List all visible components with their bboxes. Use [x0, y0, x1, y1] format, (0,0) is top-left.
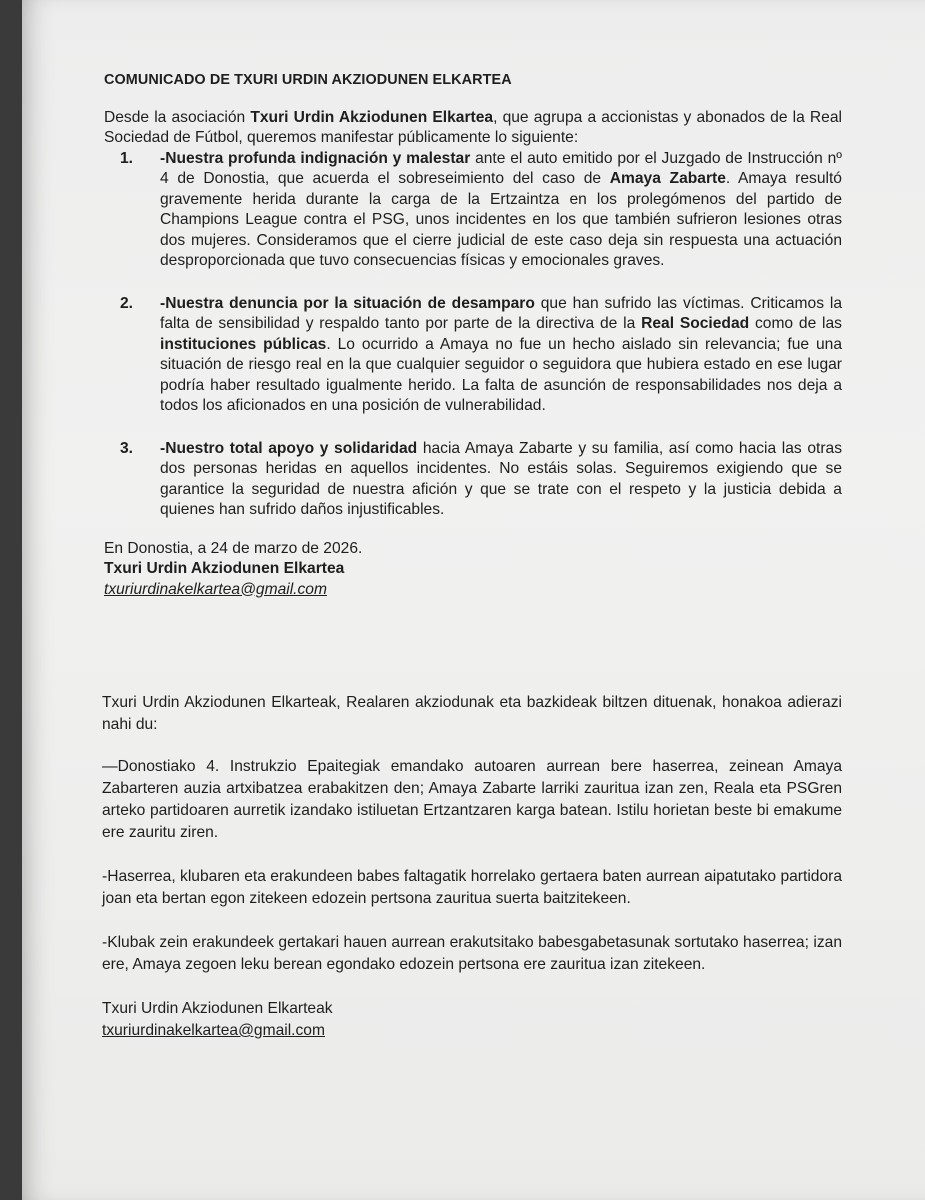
point-bold-name: Real Sociedad	[641, 315, 750, 332]
signature-email[interactable]: txuriurdinakelkartea@gmail.com	[104, 580, 327, 598]
point-1	[102, 149, 842, 272]
intro-text-1: Desde la asociación	[104, 108, 251, 126]
basque-paragraph-3: -Klubak zein erakundeek gertakari hauen aurrean erakutsitako babesgabetasunak sortutako haserrea; izan ere, Amaya zegoen leku berean egondako edozein pertsona ere zauritua izan zitekeen.	[102, 934, 842, 973]
point-3	[102, 439, 842, 521]
signature-block	[104, 539, 842, 601]
document-page	[22, 0, 925, 1200]
basque-signature-block	[102, 998, 842, 1042]
point-text-segment: hacia Amaya Zabarte y su familia, así como hacia las otras dos personas heridas en aquellos incidentes. No estáis solas. Seguiremos exigiendo que se garantice la seguridad de nuestra afición y que se trate con el respeto y la justicia debida a quienes han sufrido daños injustificables.	[160, 439, 842, 518]
basque-paragraph-1: —Donostiako 4. Instrukzio Epaitegiak emandako autoaren aurrean bere haserrea, zeinean Amaya Zabarteren auzia artxibatzea erabakitzen den; Amaya Zabarte larriki zauritua izan zen, Reala eta PSGren arteko partidoaren aurretik izandako istiluetan Ertzantzaren karga batean. Istilu horietan beste bi emakume ere zauritu ziren.	[102, 758, 842, 841]
point-text	[160, 149, 842, 272]
point-text	[160, 294, 842, 417]
intro-paragraph	[104, 108, 842, 149]
point-text-segment: ante el auto emitido por el Juzgado de Instrucción nº 4 de Donostia, que acuerda el sobreseimiento del caso de	[160, 149, 842, 187]
point-heading: -Nuestra denuncia por la situación de desamparo	[160, 294, 535, 312]
points-list	[102, 149, 842, 521]
basque-signature-org: Txuri Urdin Akziodunen Elkarteak	[102, 1000, 333, 1017]
point-2	[102, 294, 842, 417]
point-bold-name: Amaya Zabarte	[609, 170, 726, 187]
basque-signature-email[interactable]: txuriurdinakelkartea@gmail.com	[102, 1022, 325, 1039]
point-number: 2.	[120, 294, 134, 312]
point-text-segment: que han sufrido las víctimas. Criticamos la falta de sensibilidad y respaldo tanto por parte de la directiva de la	[160, 294, 842, 332]
document-body	[102, 70, 842, 1042]
point-number: 3.	[120, 439, 134, 457]
basque-intro: Txuri Urdin Akziodunen Elkarteak, Realaren akziodunak eta bazkideak biltzen dituenak, honakoa adierazi nahi du:	[102, 694, 842, 733]
signature-org: Txuri Urdin Akziodunen Elkartea	[104, 560, 345, 577]
point-text-segment: . Lo ocurrido a Amaya no fue un hecho aislado sin relevancia; fue una situación de riesgo real en la que cualquier seguidor o seguidora que hubiera estado en ese lugar podría haber resultado igualmente herido. La falta de asunción de responsabilidades nos deja a todos los aficionados en una posición de vulnerabilidad.	[160, 335, 842, 414]
document-title: COMUNICADO DE TXURI URDIN AKZIODUNEN ELKARTEA	[104, 72, 512, 88]
point-number: 1.	[120, 149, 134, 167]
point-heading: -Nuestra profunda indignación y malestar	[160, 149, 471, 167]
point-text-segment: . Amaya resultó gravemente herida durante la carga de la Ertzaintza en los prolegómenos del partido de Champions League contra el PSG, unos incidentes en los que también sufrieron lesiones otras dos mujeres. Consideramos que el cierre judicial de este caso deja sin respuesta una actuación desproporcionada que tuvo consecuencias físicas y emocionales graves.	[160, 170, 842, 269]
point-text-segment: como de las	[749, 315, 842, 332]
point-bold-name: instituciones públicas	[160, 335, 327, 353]
intro-text-2: , que agrupa a accionistas y abonados de la Real Sociedad de Fútbol, queremos manifestar públicamente lo siguiente:	[104, 108, 842, 146]
basque-section	[102, 692, 842, 1042]
place-date: En Donostia, a 24 de marzo de 2026.	[104, 539, 363, 557]
intro-org-name: Txuri Urdin Akziodunen Elkartea	[250, 108, 494, 126]
point-heading: -Nuestro total apoyo y solidaridad	[160, 439, 418, 457]
point-text	[160, 439, 842, 521]
basque-paragraph-2: -Haserrea, klubaren eta erakundeen babes faltagatik horrelako gertaera baten aurrean aipatutako partidora joan eta bertan egon zitekeen edozein pertsona zauritua suerta baitzitekeen.	[102, 868, 842, 907]
